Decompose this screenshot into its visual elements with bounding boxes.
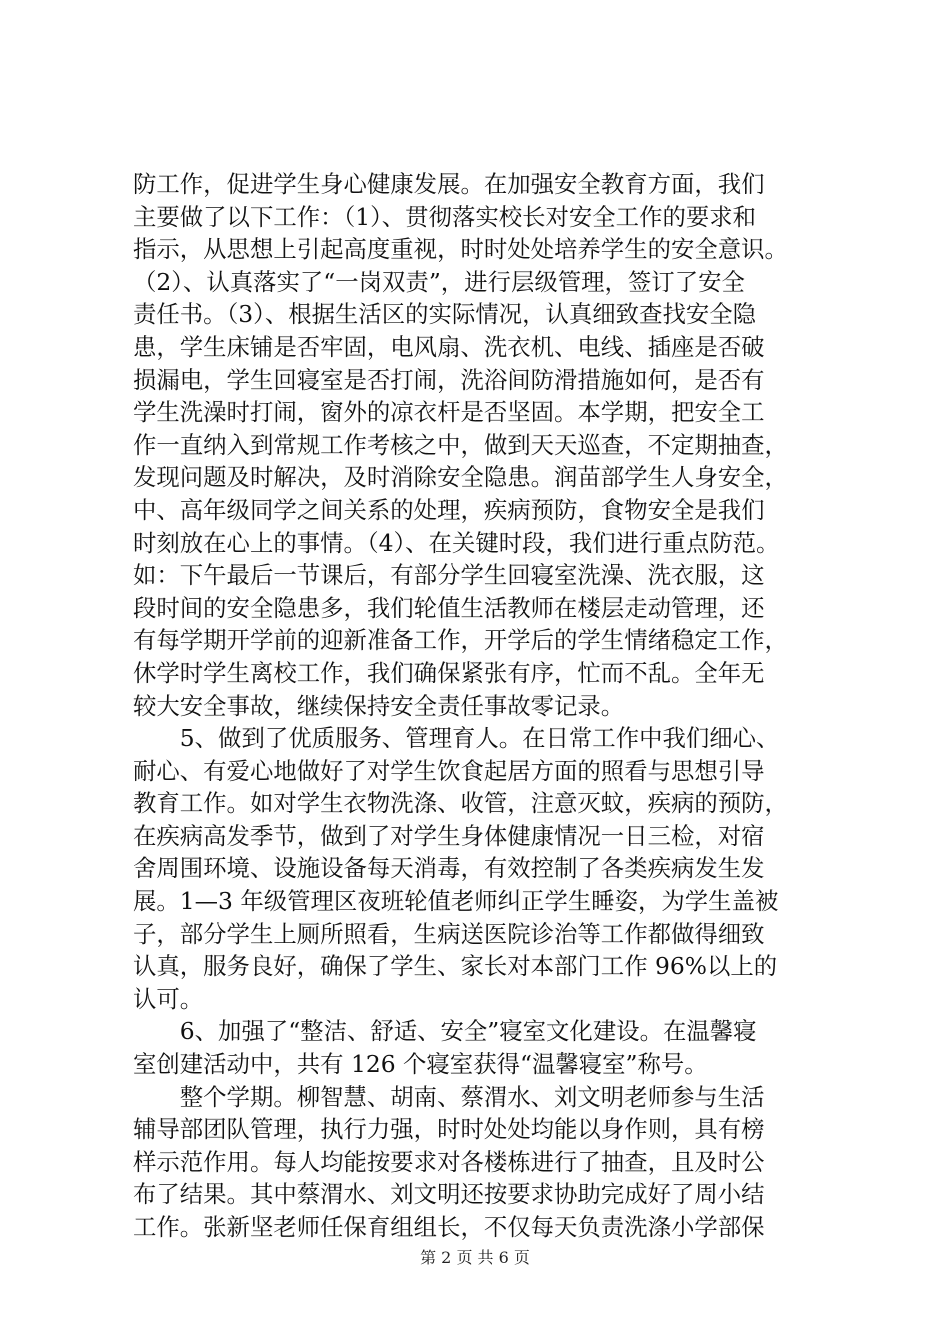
text-line: 防工作，促进学生身心健康发展。在加强安全教育方面，我们 (133, 170, 765, 198)
text-line: 损漏电，学生回寝室是否打闹，洗浴间防滑措施如何，是否有 (133, 365, 765, 394)
page-footer: 第 2 页 共 6 页 (420, 1248, 530, 1267)
text-line: 段时间的安全隐患多，我们轮值生活教师在楼层走动管理，还 (133, 593, 765, 622)
text-line: 子，部分学生上厕所照看，生病送医院诊治等工作都做得细致 (133, 919, 765, 948)
text-line: 教育工作。如对学生衣物洗涤、收管，注意灭蚊，疾病的预防， (133, 789, 788, 818)
text-line: 整个学期。柳智慧、胡南、蔡渭水、刘文明老师参与生活 (133, 1082, 765, 1111)
text-line: 6、加强了“整洁、舒适、安全”寝室文化建设。在温馨寝 (133, 1017, 757, 1046)
text-line: 指示，从思想上引起高度重视，时时处处培养学生的安全意识。 (133, 235, 788, 264)
text-line: 室创建活动中，共有 126 个寝室获得“温馨寝室”称号。 (133, 1050, 708, 1079)
text-line: 如：下午最后一节课后，有部分学生回寝室洗澡、洗衣服，这 (133, 561, 765, 590)
text-line: 主要做了以下工作：（1）、贯彻落实校长对安全工作的要求和 (133, 202, 757, 231)
text-line: 样示范作用。每人均能按要求对各楼栋进行了抽查，且及时公 (133, 1147, 765, 1176)
text-line: 作一直纳入到常规工作考核之中，做到天天巡查，不定期抽查， (133, 430, 788, 459)
text-line: 展。1—3 年级管理区夜班轮值老师纠正学生睡姿，为学生盖被 (133, 887, 779, 916)
text-line: 工作。张新坚老师任保育组组长，不仅每天负责洗涤小学部保 (133, 1213, 765, 1241)
text-line: 学生洗澡时打闹，窗外的凉衣杆是否坚固。本学期，把安全工 (133, 398, 765, 427)
text-line: 患，学生床铺是否牢固，电风扇、洗衣机、电线、插座是否破 (133, 332, 765, 361)
text-line: 中、高年级同学之间关系的处理，疾病预防，食物安全是我们 (133, 495, 765, 524)
text-line: 认可。 (133, 984, 204, 1013)
text-line: 有每学期开学前的迎新准备工作，开学后的学生情绪稳定工作， (133, 626, 788, 655)
text-line: 认真，服务良好，确保了学生、家长对本部门工作 96%以上的 (133, 952, 778, 981)
text-line: 舍周围环境、设施设备每天消毒，有效控制了各类疾病发生发 (133, 854, 765, 883)
text-line: 耐心、有爱心地做好了对学生饮食起居方面的照看与思想引导 (133, 756, 765, 785)
text-line: （2）、认真落实了“一岗双责”，进行层级管理，签订了安全 (133, 267, 745, 296)
text-line: 在疾病高发季节，做到了对学生身体健康情况一日三检，对宿 (133, 821, 765, 850)
text-line: 布了结果。其中蔡渭水、刘文明还按要求协助完成好了周小结 (133, 1180, 765, 1209)
text-line: 辅导部团队管理，执行力强，时时处处均能以身作则，具有榜 (133, 1115, 765, 1144)
text-line: 责任书。（3）、根据生活区的实际情况，认真细致查找安全隐 (133, 300, 757, 329)
body-text (133, 168, 833, 1244)
text-line: 5、做到了优质服务、管理育人。在日常工作中我们细心、 (133, 724, 780, 753)
text-line: 较大安全事故，继续保持安全责任事故零记录。 (133, 691, 625, 720)
text-line: 休学时学生离校工作，我们确保紧张有序，忙而不乱。全年无 (133, 658, 765, 687)
text-line: 时刻放在心上的事情。（4）、在关键时段，我们进行重点防范。 (133, 528, 780, 557)
text-line: 发现问题及时解决，及时消除安全隐患。润苗部学生人身安全， (133, 463, 788, 492)
